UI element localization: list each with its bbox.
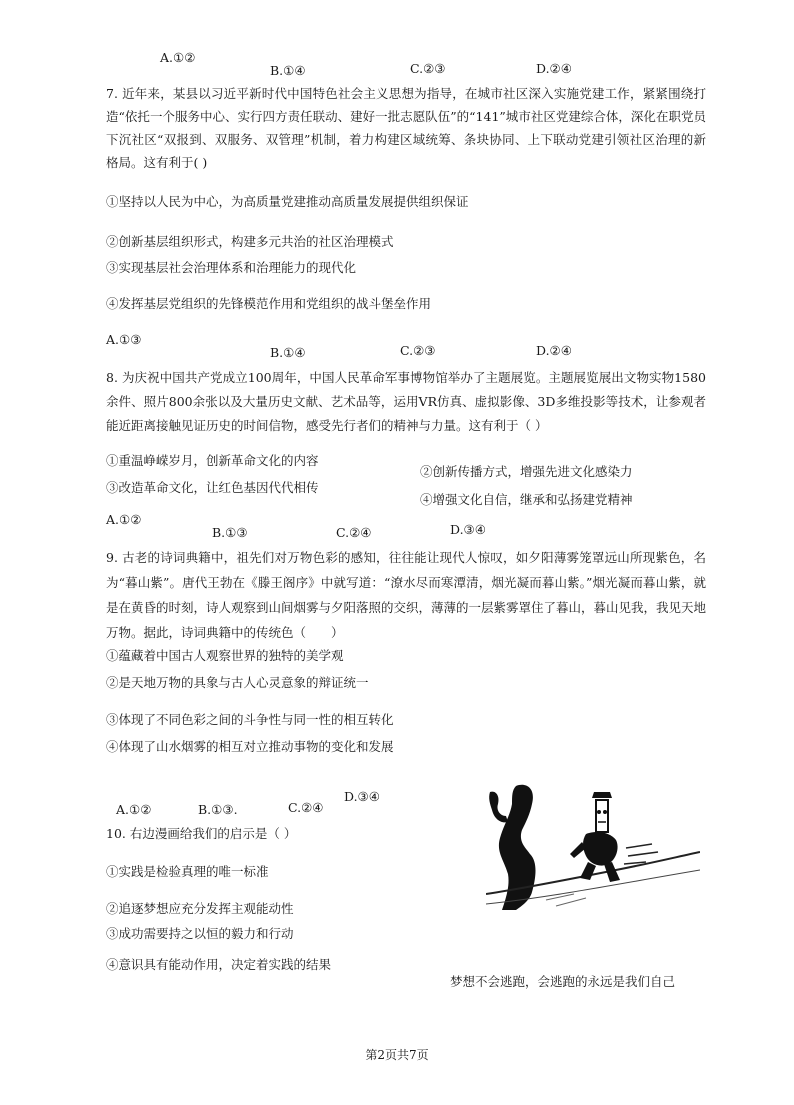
q8-stem: 8. 为庆祝中国共产党成立100周年，中国人民革命军事博物馆举办了主题展览。主题展览展出文物实物1580余件、照片800余张以及大量历史文献、艺术品等，运用VR仿真、虚拟影像、3D多维投影等技术，让参观者能近距离接触见证历史的时间信物，感受先行者们的精神与力量。这有利于（ ）: [106, 370, 706, 433]
q9-item-2: ②是天地万物的具象与古人心灵意象的辩证统一: [106, 675, 369, 690]
q8-item-1: ①重温峥嵘岁月，创新革命文化的内容: [106, 453, 319, 468]
q7-choice-b: B.①④: [270, 345, 306, 360]
q10-item-1: ①实践是检验真理的唯一标准: [106, 864, 269, 879]
q7-choice-d: D.②④: [536, 343, 572, 358]
page-footer: 第2页共7页: [365, 1048, 429, 1062]
q9-stem: 9. 古老的诗词典籍中，祖先们对万物色彩的感知，往往能让现代人惊叹，如夕阳薄雾笼罩远山所现紫色，名为“暮山紫”。唐代王勃在《滕王阁序》中就写道：“潦水尽而寒潭清，烟光凝而暮山紫。”烟光凝而暮山紫，就是在黄昏的时刻，诗人观察到山间烟雾与夕阳落照的交织，薄薄的一层紫雾罩住了暮山，暮山见我，我见天地万物。据此，诗词典籍中的传统色（ ）: [106, 550, 707, 640]
q8-choice-b: B.①③: [212, 525, 248, 540]
q8-item-3: ③改造革命文化，让红色基因代代相传: [106, 480, 319, 495]
q9-choice-b: B.①③.: [198, 802, 238, 817]
q7-item-3: ③实现基层社会治理体系和治理能力的现代化: [106, 260, 357, 275]
q8-item-2: ②创新传播方式，增强先进文化感染力: [420, 464, 633, 479]
q10-item-3: ③成功需要持之以恒的毅力和行动: [106, 926, 294, 941]
q7-stem: 7. 近年来，某县以习近平新时代中国特色社会主义思想为指导，在城市社区深入实施党建工作，紧紧围绕打造“依托一个服务中心、实行四方责任联动、建好一批志愿队伍”的“141”城市社区党建综合体，深化在职党员下沉社区“双报到、双服务、双管理”机制，着力构建区域统筹、条块协同、上下联动党建引领社区治理的新格局。这有利于( ): [106, 86, 706, 170]
q8-choice-d: D.③④: [450, 522, 486, 537]
q6-choice-c: C.②③: [410, 61, 446, 76]
q7-choice-a: A.①③: [106, 332, 142, 347]
q10-item-2: ②追逐梦想应充分发挥主观能动性: [106, 901, 294, 916]
q8-choice-c: C.②④: [336, 525, 372, 540]
q7-choice-c: C.②③: [400, 343, 436, 358]
q10-stem: 10. 右边漫画给我们的启示是（ ）: [106, 826, 297, 841]
q9-item-4: ④体现了山水烟雾的相互对立推动事物的变化和发展: [106, 739, 394, 754]
cartoon-caption: 梦想不会逃跑，会逃跑的永远是我们自己: [450, 974, 676, 989]
q9-item-3: ③体现了不同色彩之间的斗争性与同一性的相互转化: [106, 712, 394, 727]
q9-choice-c: C.②④: [288, 800, 324, 815]
q9-choice-d: D.③④: [344, 789, 380, 804]
q9-item-1: ①蕴藏着中国古人观察世界的独特的美学观: [106, 648, 344, 663]
q7-item-1: ①坚持以人民为中心，为高质量党建推动高质量发展提供组织保证: [106, 194, 469, 209]
q6-choice-b: B.①④: [270, 63, 306, 78]
q8-choice-a: A.①②: [106, 512, 142, 527]
q10-item-4: ④意识具有能动作用，决定着实践的结果: [106, 957, 332, 972]
q7-item-2: ②创新基层组织形式，构建多元共治的社区治理模式: [106, 234, 394, 249]
cartoon-illustration: [486, 782, 700, 914]
q9-choice-a: A.①②: [116, 802, 152, 817]
q8-item-4: ④增强文化自信，继承和弘扬建党精神: [420, 492, 633, 507]
q6-choice-d: D.②④: [536, 61, 572, 76]
q7-item-4: ④发挥基层党组织的先锋模范作用和党组织的战斗堡垒作用: [106, 296, 432, 311]
q6-choice-a: A.①②: [160, 50, 196, 65]
